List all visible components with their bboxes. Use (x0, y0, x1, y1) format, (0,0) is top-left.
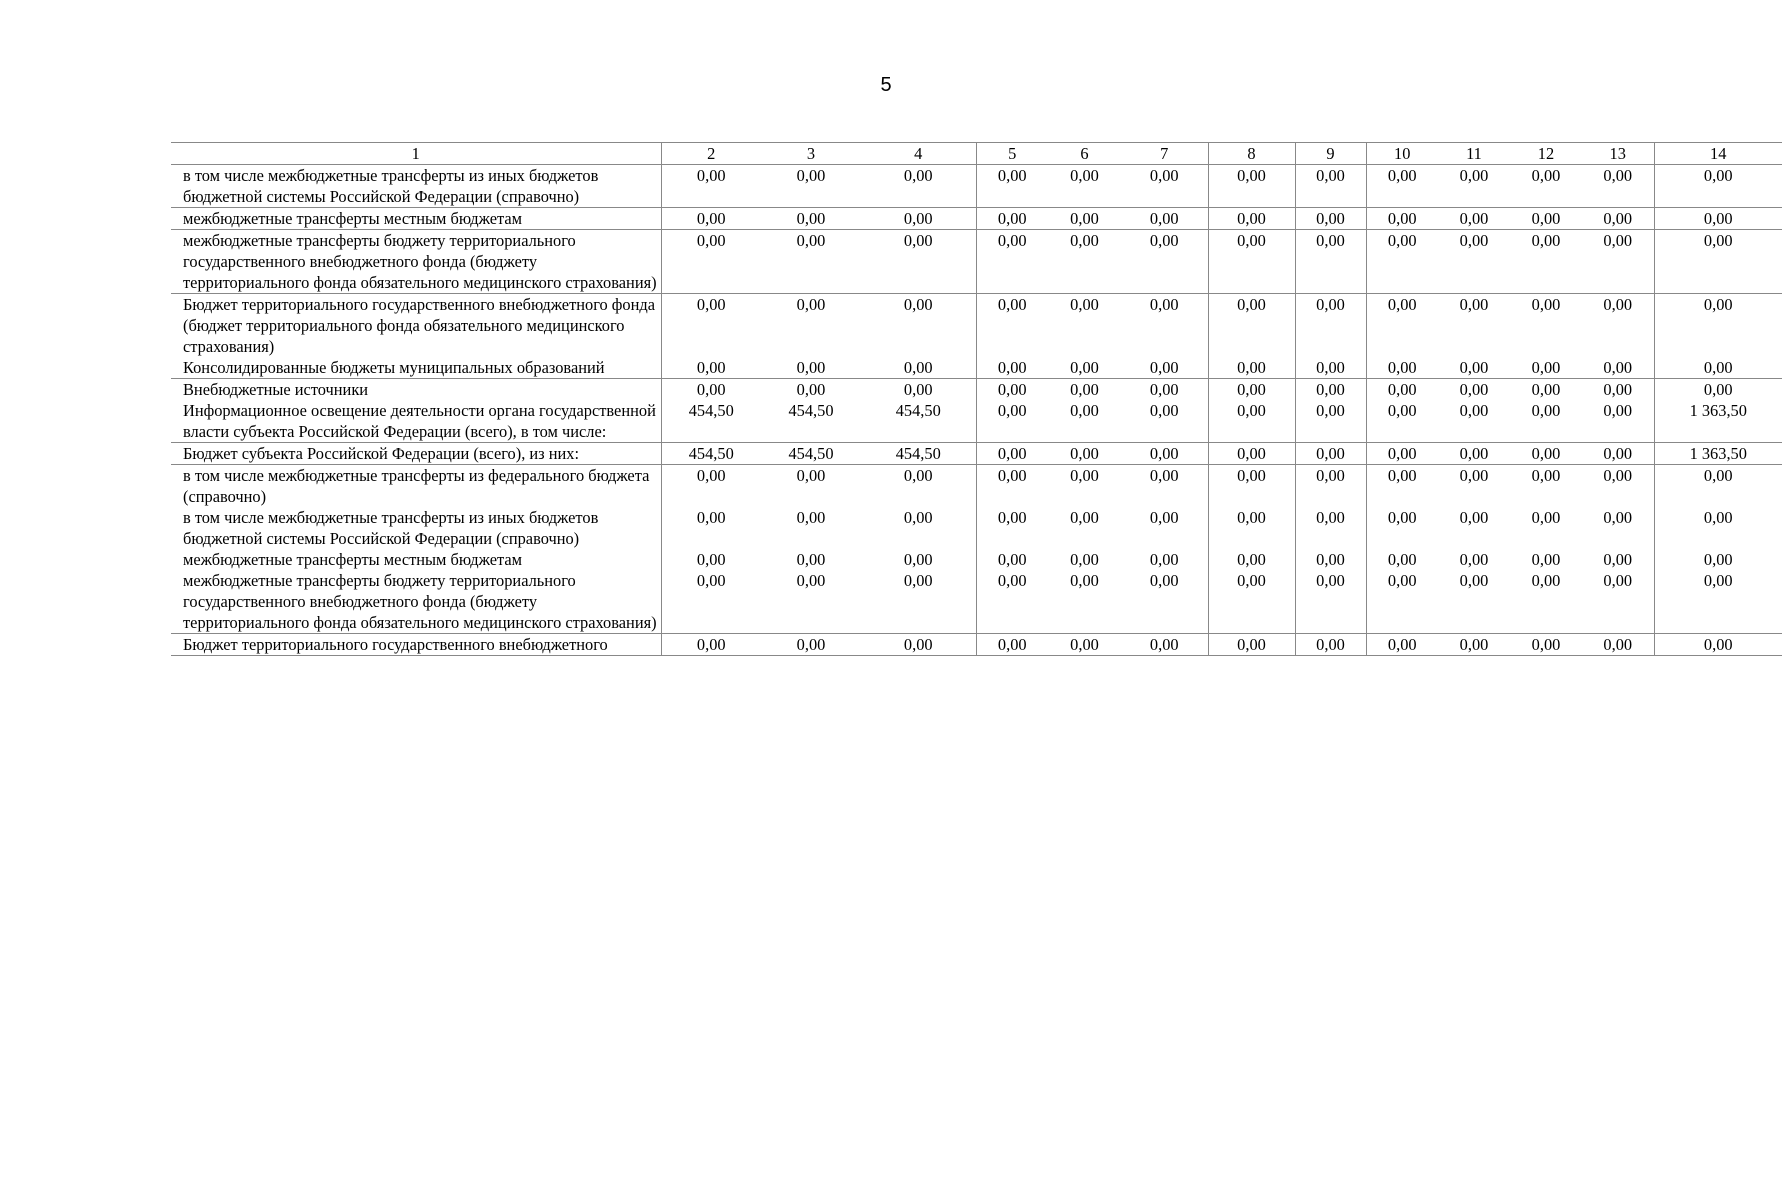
cell-col-2: 0,00 (661, 357, 761, 379)
cell-col-2: 0,00 (661, 165, 761, 208)
row-label: Бюджет территориального государственного внебюджетного фонда (бюджет территориального фонда обязательного медицинского страхования) (171, 294, 661, 358)
cell-col-14: 1 363,50 (1654, 443, 1782, 465)
table-row (171, 549, 1782, 570)
cell-col-3: 0,00 (761, 357, 861, 379)
cell-col-13: 0,00 (1582, 208, 1654, 230)
cell-col-5: 0,00 (997, 550, 1027, 569)
table-row (171, 465, 1782, 508)
cell-col-9: 0,00 (1295, 443, 1366, 465)
cell-col-3: 0,00 (761, 230, 861, 294)
cell-col-9: 0,00 (1295, 549, 1366, 570)
cell-col-7: 0,00 (1121, 357, 1208, 379)
table-row (171, 634, 1782, 656)
cell-col-2: 0,00 (696, 466, 726, 485)
cell-col-6: 0,00 (1048, 357, 1121, 379)
cell-col-2: 0,00 (696, 508, 726, 527)
table-row (171, 230, 1782, 294)
cell-col-5: 0,00 (976, 443, 1048, 465)
cell-col-6: 0,00 (1048, 570, 1121, 634)
cell-col-2: 454,50 (661, 400, 761, 443)
cell-col-6: 0,00 (1048, 208, 1121, 230)
cell-col-8: 0,00 (1208, 570, 1295, 634)
cell-col-5: 0,00 (997, 508, 1027, 527)
table-row (171, 379, 1782, 401)
cell-col-4: 454,50 (861, 400, 976, 443)
cell-col-10: 0,00 (1387, 466, 1417, 485)
row-label: Консолидированные бюджеты муниципальных образований (171, 357, 661, 379)
cell-col-5: 0,00 (997, 380, 1027, 399)
cell-col-4: 0,00 (861, 549, 976, 570)
column-header-7: 7 (1121, 143, 1208, 165)
cell-col-7: 0,00 (1121, 570, 1208, 634)
cell-col-14: 0,00 (1703, 550, 1733, 569)
cell-col-8: 0,00 (1208, 634, 1295, 656)
cell-col-14: 0,00 (1654, 570, 1782, 634)
cell-col-8: 0,00 (1208, 465, 1295, 508)
cell-col-8: 0,00 (1208, 294, 1295, 358)
cell-col-13: 0,00 (1582, 443, 1654, 465)
row-label: межбюджетные трансферты бюджету территориального государственного внебюджетного фонда (бюджету территориального фонда обязательного медицинского страхования) (171, 230, 661, 294)
cell-col-3: 0,00 (761, 208, 861, 230)
cell-col-7: 0,00 (1121, 400, 1208, 443)
cell-col-3: 454,50 (761, 443, 861, 465)
cell-col-9: 0,00 (1295, 230, 1366, 294)
budget-table (171, 142, 1782, 656)
cell-col-9: 0,00 (1295, 507, 1366, 549)
cell-col-12: 0,00 (1531, 508, 1561, 527)
cell-col-7: 0,00 (1121, 507, 1208, 549)
cell-col-9: 0,00 (1295, 400, 1366, 443)
cell-col-12: 0,00 (1510, 165, 1582, 208)
cell-col-12: 0,00 (1510, 357, 1582, 379)
cell-col-10: 0,00 (1366, 443, 1438, 465)
cell-col-14: 0,00 (1703, 295, 1733, 314)
page-number: 5 (880, 74, 892, 96)
cell-col-7: 0,00 (1121, 465, 1208, 508)
cell-col-10: 0,00 (1366, 208, 1438, 230)
cell-col-6: 0,00 (1070, 508, 1099, 527)
cell-col-10: 0,00 (1387, 550, 1417, 569)
cell-col-13: 0,00 (1582, 549, 1654, 570)
cell-col-7: 0,00 (1121, 165, 1208, 208)
column-header-6: 6 (1048, 143, 1121, 165)
cell-col-9: 0,00 (1295, 465, 1366, 508)
column-header-13: 13 (1582, 143, 1654, 165)
cell-col-11: 0,00 (1459, 295, 1489, 314)
cell-col-11: 0,00 (1438, 230, 1510, 294)
cell-col-3: 454,50 (761, 400, 861, 443)
cell-col-9: 0,00 (1295, 570, 1366, 634)
cell-col-6: 0,00 (1070, 295, 1099, 314)
cell-col-8: 0,00 (1208, 507, 1295, 549)
cell-col-14: 0,00 (1654, 230, 1782, 294)
cell-col-6: 0,00 (1048, 230, 1121, 294)
cell-col-11: 0,00 (1438, 400, 1510, 443)
cell-col-4: 0,00 (861, 379, 976, 401)
column-header-12: 12 (1510, 143, 1582, 165)
cell-col-13: 0,00 (1582, 379, 1654, 401)
column-header-10: 10 (1366, 143, 1438, 165)
cell-col-2: 0,00 (696, 550, 726, 569)
row-label: Бюджет территориального государственного внебюджетного (171, 634, 661, 656)
cell-col-11: 0,00 (1438, 165, 1510, 208)
cell-col-12: 0,00 (1531, 380, 1561, 399)
cell-col-4: 0,00 (861, 165, 976, 208)
row-label: Внебюджетные источники (171, 379, 661, 401)
row-label: межбюджетные трансферты местным бюджетам (171, 549, 661, 570)
column-header-3: 3 (761, 143, 861, 165)
cell-col-11: 0,00 (1459, 380, 1489, 399)
row-label: Бюджет субъекта Российской Федерации (всего), из них: (171, 443, 661, 465)
cell-col-3: 0,00 (761, 165, 861, 208)
cell-col-10: 0,00 (1366, 400, 1438, 443)
cell-col-3: 0,00 (761, 634, 861, 656)
cell-col-4: 0,00 (861, 208, 976, 230)
cell-col-12: 0,00 (1510, 570, 1582, 634)
cell-col-13: 0,00 (1582, 400, 1654, 443)
row-label: в том числе межбюджетные трансферты из федерального бюджета (справочно) (171, 465, 661, 508)
cell-col-10: 0,00 (1366, 357, 1438, 379)
cell-col-6: 0,00 (1048, 634, 1121, 656)
cell-col-4: 0,00 (861, 230, 976, 294)
cell-col-8: 0,00 (1208, 357, 1295, 379)
cell-col-9: 0,00 (1295, 379, 1366, 401)
row-label: Информационное освещение деятельности органа государственной власти субъекта Российской Федерации (всего), в том числе: (171, 400, 661, 443)
cell-col-5: 0,00 (976, 570, 1048, 634)
cell-col-11: 0,00 (1459, 550, 1489, 569)
cell-col-13: 0,00 (1582, 507, 1654, 549)
cell-col-2: 0,00 (696, 295, 726, 314)
cell-col-6: 0,00 (1048, 443, 1121, 465)
cell-col-9: 0,00 (1295, 357, 1366, 379)
cell-col-14: 0,00 (1654, 634, 1782, 656)
cell-col-3: 0,00 (796, 508, 826, 527)
cell-col-14: 0,00 (1703, 508, 1733, 527)
cell-col-3: 0,00 (796, 380, 826, 399)
cell-col-12: 0,00 (1510, 634, 1582, 656)
cell-col-2: 0,00 (661, 570, 761, 634)
cell-col-10: 0,00 (1366, 165, 1438, 208)
row-label: межбюджетные трансферты местным бюджетам (171, 208, 661, 230)
cell-col-8: 0,00 (1208, 443, 1295, 465)
cell-col-5: 0,00 (976, 400, 1048, 443)
table-body (171, 165, 1782, 656)
cell-col-9: 0,00 (1295, 634, 1366, 656)
cell-col-8: 0,00 (1208, 379, 1295, 401)
cell-col-10: 0,00 (1387, 380, 1417, 399)
cell-col-14: 0,00 (1654, 357, 1782, 379)
cell-col-5: 0,00 (976, 230, 1048, 294)
cell-col-12: 0,00 (1531, 295, 1561, 314)
cell-col-13: 0,00 (1582, 570, 1654, 634)
cell-col-14: 0,00 (1703, 466, 1733, 485)
cell-col-4: 0,00 (861, 570, 976, 634)
cell-col-10: 0,00 (1366, 634, 1438, 656)
cell-col-9: 0,00 (1295, 208, 1366, 230)
column-header-9: 9 (1295, 143, 1366, 165)
cell-col-14: 0,00 (1654, 208, 1782, 230)
cell-col-2: 0,00 (696, 380, 726, 399)
cell-col-2: 0,00 (661, 230, 761, 294)
cell-col-12: 0,00 (1510, 230, 1582, 294)
cell-col-5: 0,00 (976, 634, 1048, 656)
cell-col-8: 0,00 (1208, 208, 1295, 230)
cell-col-11: 0,00 (1459, 508, 1489, 527)
cell-col-10: 0,00 (1366, 230, 1438, 294)
row-label: в том числе межбюджетные трансферты из иных бюджетов бюджетной системы Российской Федерации (справочно) (171, 507, 661, 549)
cell-col-8: 0,00 (1208, 165, 1295, 208)
cell-col-5: 0,00 (997, 295, 1027, 314)
cell-col-8: 0,00 (1208, 230, 1295, 294)
cell-col-5: 0,00 (976, 357, 1048, 379)
cell-col-7: 0,00 (1121, 294, 1208, 358)
cell-col-11: 0,00 (1438, 634, 1510, 656)
cell-col-12: 0,00 (1510, 208, 1582, 230)
cell-col-6: 0,00 (1048, 165, 1121, 208)
cell-col-4: 0,00 (861, 294, 976, 358)
cell-col-13: 0,00 (1582, 465, 1654, 508)
cell-col-2: 454,50 (661, 443, 761, 465)
cell-col-12: 0,00 (1510, 400, 1582, 443)
cell-col-4: 0,00 (861, 507, 976, 549)
cell-col-13: 0,00 (1582, 165, 1654, 208)
cell-col-6: 0,00 (1070, 466, 1099, 485)
cell-col-7: 0,00 (1121, 379, 1208, 401)
cell-col-11: 0,00 (1438, 443, 1510, 465)
cell-col-9: 0,00 (1295, 165, 1366, 208)
cell-col-11: 0,00 (1438, 570, 1510, 634)
cell-col-10: 0,00 (1387, 295, 1417, 314)
cell-col-2: 0,00 (661, 208, 761, 230)
table-row (171, 507, 1782, 549)
table-row (171, 294, 1782, 358)
header-row (171, 143, 1782, 165)
cell-col-4: 0,00 (861, 634, 976, 656)
column-header-5: 5 (976, 143, 1048, 165)
cell-col-2: 0,00 (661, 634, 761, 656)
column-header-1: 1 (171, 143, 661, 165)
column-header-4: 4 (861, 143, 976, 165)
cell-col-12: 0,00 (1531, 550, 1561, 569)
cell-col-3: 0,00 (796, 550, 826, 569)
column-header-14: 14 (1654, 143, 1782, 165)
cell-col-5: 0,00 (976, 165, 1048, 208)
cell-col-6: 0,00 (1070, 380, 1099, 399)
column-header-11: 11 (1438, 143, 1510, 165)
cell-col-12: 0,00 (1510, 443, 1582, 465)
cell-col-14: 0,00 (1654, 165, 1782, 208)
cell-col-11: 0,00 (1438, 357, 1510, 379)
cell-col-7: 0,00 (1121, 549, 1208, 570)
cell-col-14: 0,00 (1703, 380, 1733, 399)
column-header-2: 2 (661, 143, 761, 165)
cell-col-7: 0,00 (1121, 443, 1208, 465)
table-row (171, 165, 1782, 208)
cell-col-3: 0,00 (761, 570, 861, 634)
cell-col-7: 0,00 (1121, 208, 1208, 230)
cell-col-13: 0,00 (1582, 294, 1654, 358)
table-row (171, 443, 1782, 465)
cell-col-5: 0,00 (976, 208, 1048, 230)
cell-col-4: 454,50 (861, 443, 976, 465)
cell-col-10: 0,00 (1387, 508, 1417, 527)
cell-col-13: 0,00 (1582, 634, 1654, 656)
cell-col-4: 0,00 (861, 465, 976, 508)
cell-col-7: 0,00 (1121, 230, 1208, 294)
cell-col-13: 0,00 (1582, 230, 1654, 294)
cell-col-4: 0,00 (861, 357, 976, 379)
cell-col-8: 0,00 (1208, 400, 1295, 443)
row-label: в том числе межбюджетные трансферты из иных бюджетов бюджетной системы Российской Федерации (справочно) (171, 165, 661, 208)
cell-col-6: 0,00 (1070, 550, 1099, 569)
column-header-8: 8 (1208, 143, 1295, 165)
table-row (171, 570, 1782, 634)
cell-col-12: 0,00 (1531, 466, 1561, 485)
cell-col-6: 0,00 (1048, 400, 1121, 443)
table-row (171, 208, 1782, 230)
row-label: межбюджетные трансферты бюджету территориального государственного внебюджетного фонда (бюджету территориального фонда обязательного медицинского страхования) (171, 570, 661, 634)
cell-col-11: 0,00 (1438, 208, 1510, 230)
cell-col-10: 0,00 (1366, 570, 1438, 634)
cell-col-9: 0,00 (1295, 294, 1366, 358)
cell-col-11: 0,00 (1459, 466, 1489, 485)
cell-col-3: 0,00 (796, 466, 826, 485)
cell-col-5: 0,00 (997, 466, 1027, 485)
table-row (171, 357, 1782, 379)
table-row (171, 400, 1782, 443)
cell-col-8: 0,00 (1208, 549, 1295, 570)
cell-col-13: 0,00 (1582, 357, 1654, 379)
cell-col-7: 0,00 (1121, 634, 1208, 656)
cell-col-14: 1 363,50 (1654, 400, 1782, 443)
cell-col-3: 0,00 (796, 295, 826, 314)
